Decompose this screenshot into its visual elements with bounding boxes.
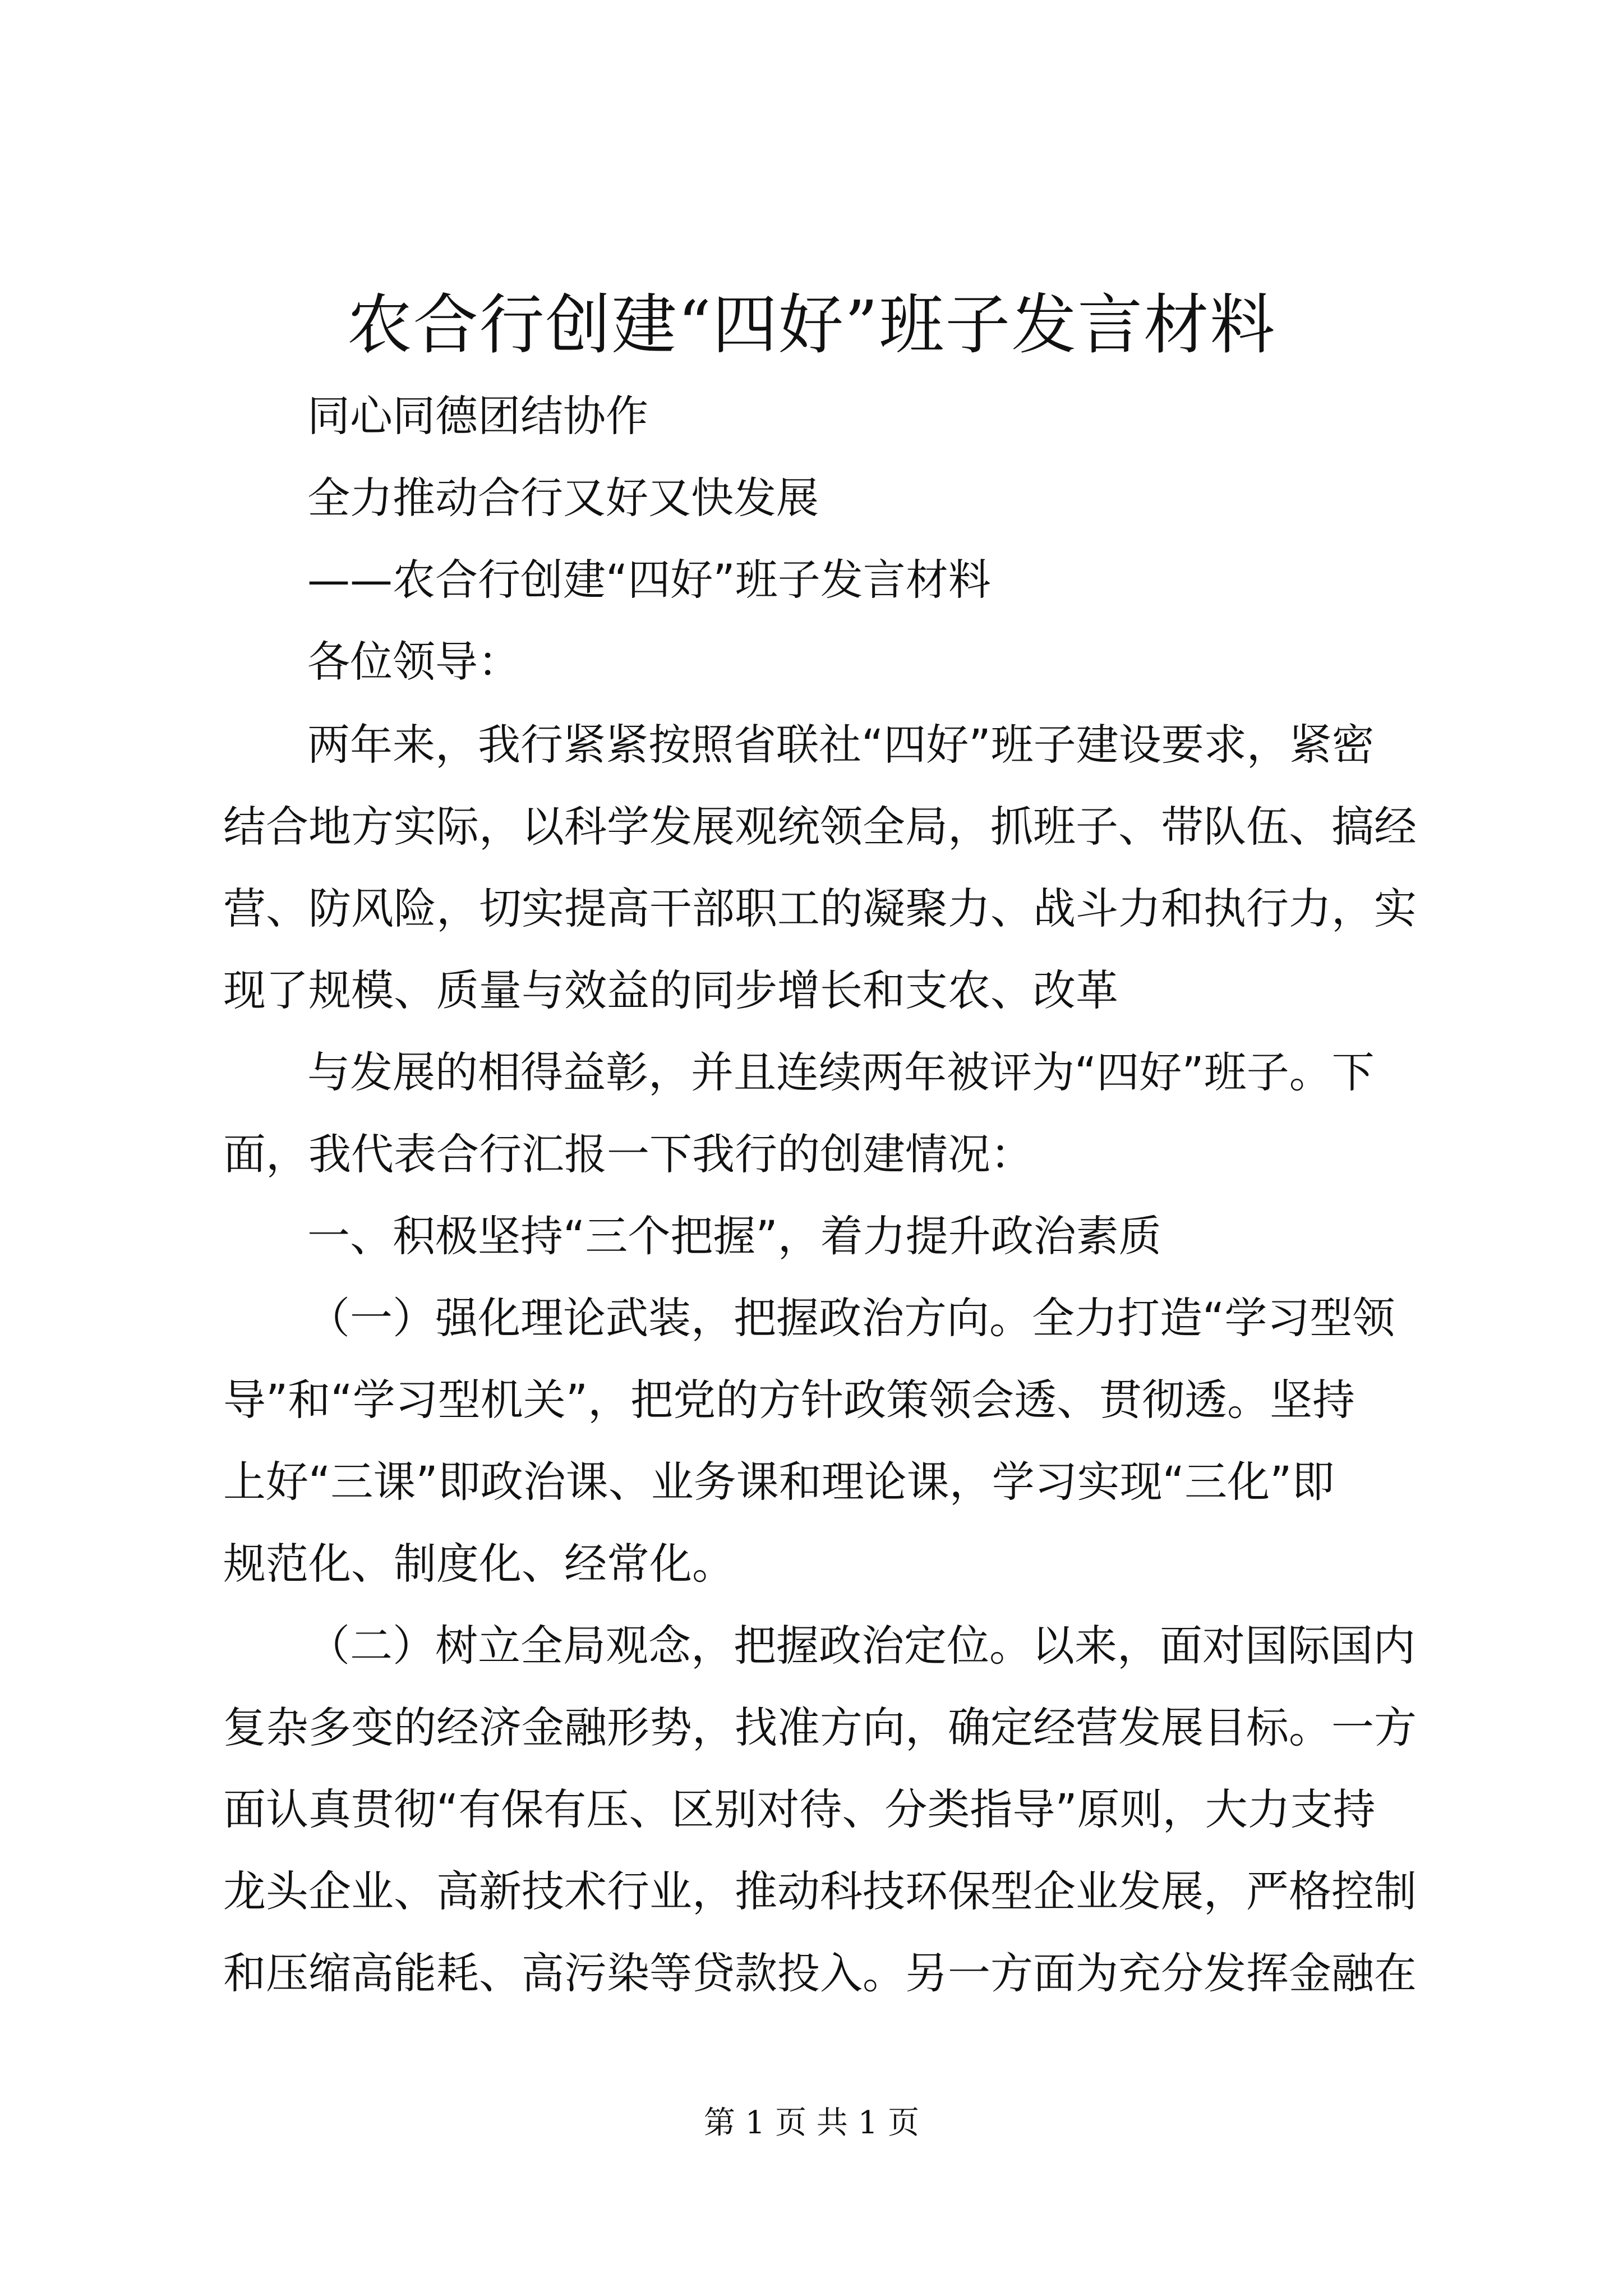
page-footer: 第 1 页 共 1 页 bbox=[703, 2105, 920, 2141]
body-line: 营、防风险，切实提高干部职工的凝聚力、战斗力和执行力，实 bbox=[223, 884, 1417, 933]
body-line: 现了规模、质量与效益的同步增长和支农、改革 bbox=[223, 965, 1118, 1015]
section-heading: 一、积极坚持“三个把握”，着力提升政治素质 bbox=[307, 1211, 1161, 1261]
document-title: 农合行创建“四好”班子发言材料 bbox=[347, 287, 1276, 363]
body-line: 和压缩高能耗、高污染等贷款投入。另一方面为充分发挥金融在 bbox=[223, 1948, 1417, 1998]
salutation: 各位领导： bbox=[307, 637, 520, 687]
body-line: 导”和“学习型机关”，把党的方针政策领会透、贯彻透。坚持 bbox=[223, 1375, 1355, 1425]
subtitle-line-1: 同心同德团结协作 bbox=[307, 391, 648, 441]
body-line: 与发展的相得益彰，并且连续两年被评为“四好”班子。下 bbox=[307, 1047, 1375, 1097]
body-line: 两年来，我行紧紧按照省联社“四好”班子建设要求，紧密 bbox=[307, 720, 1375, 770]
body-line: 上好“三课”即政治课、业务课和理论课，学习实现“三化”即 bbox=[223, 1457, 1335, 1507]
body-line: 面，我代表合行汇报一下我行的创建情况： bbox=[223, 1129, 1033, 1179]
body-line: 面认真贯彻“有保有压、区别对待、分类指导”原则，大力支持 bbox=[223, 1784, 1376, 1834]
body-line: （一）强化理论武装，把握政治方向。全力打造“学习型领 bbox=[307, 1293, 1395, 1343]
body-line: 复杂多变的经济金融形势，找准方向，确定经营发展目标。一方 bbox=[223, 1703, 1417, 1752]
body-line: 龙头企业、高新技术行业，推动科技环保型企业发展，严格控制 bbox=[223, 1866, 1417, 1916]
body-line: 规范化、制度化、经常化。 bbox=[223, 1539, 735, 1589]
subtitle-line-2: 全力推动合行又好又快发展 bbox=[307, 473, 819, 523]
body-line: （二）树立全局观念，把握政治定位。以来，面对国际国内 bbox=[307, 1621, 1415, 1671]
body-line: 结合地方实际，以科学发展观统领全局，抓班子、带队伍、搞经 bbox=[223, 802, 1417, 852]
subtitle-line-3: ——农合行创建“四好”班子发言材料 bbox=[307, 555, 991, 605]
